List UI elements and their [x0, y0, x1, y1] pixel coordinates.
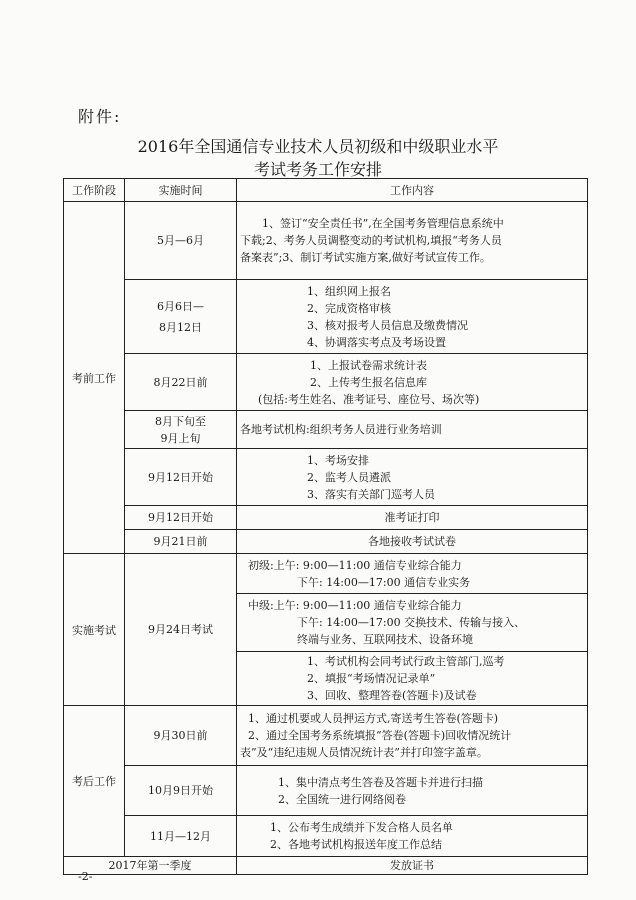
- time-cell: 9月21日前: [125, 530, 237, 554]
- annex-label: 附件:: [78, 107, 122, 126]
- content-line: 1、考试机构会同考试行政主管部门,巡考: [307, 655, 505, 668]
- content-cell: [237, 411, 588, 449]
- stage-cell-pre: 考前工作: [64, 202, 125, 554]
- header-stage: 工作阶段: [64, 179, 125, 202]
- content-line: 2、填报“考场情况记录单”: [307, 672, 436, 685]
- content-line: 1、组织网上报名: [307, 284, 391, 298]
- table-row: [64, 554, 588, 594]
- time-cell: 10月9日开始: [125, 766, 237, 816]
- content-line: 2、监考人员遴派: [307, 470, 391, 484]
- document-title: 2016年全国通信专业技术人员初级和中级职业水平: [137, 137, 499, 156]
- table-row: [64, 280, 588, 354]
- content-line: 1、公布考生成绩并下发合格人员名单: [270, 821, 453, 834]
- time-cell: 9月12日开始: [125, 449, 237, 506]
- header-content: 工作内容: [237, 179, 588, 202]
- content-line: 表”及“违纪违规人员情况统计表”并打印签字盖章。: [240, 746, 488, 759]
- document-subtitle: 考试考务工作安排: [253, 160, 382, 179]
- time-cell: 9月30日前: [125, 706, 237, 766]
- time-line: 6月6日—: [157, 299, 204, 313]
- content-cell: 各地接收考试试卷: [237, 530, 588, 554]
- page-number: -2-: [78, 870, 93, 883]
- content-line: 3、回收、整理答卷(答题卡)及试卷: [307, 689, 477, 702]
- table-row: [64, 857, 588, 875]
- time-cell: [125, 280, 237, 354]
- time-line: 8月12日: [159, 320, 202, 334]
- content-line: 各地考试机构:组织考务人员进行业务培训: [240, 423, 442, 436]
- content-line: 中级:上午: 9:00—11:00 通信专业综合能力: [248, 599, 462, 612]
- header-time: 实施时间: [125, 179, 237, 202]
- time-cell: 5月—6月: [125, 202, 237, 280]
- content-cell: [237, 554, 588, 594]
- content-cell: 准考证打印: [237, 506, 588, 530]
- time-line: 8月下旬至: [155, 414, 206, 428]
- table-row: [64, 202, 588, 280]
- content-line: (包括:考生姓名、准考证号、座位号、场次等): [258, 392, 480, 406]
- content-line: 初级:上午: 9:00—11:00 通信专业综合能力: [248, 558, 462, 572]
- content-line: 4、协调落实考点及考场设置: [307, 335, 446, 349]
- content-line: 2、通过全国考务系统填报“答卷(答题卡)回收情况统计: [248, 729, 512, 742]
- content-cell: [237, 202, 588, 280]
- stage-cell-post: 考后工作: [64, 706, 125, 857]
- time-cell: 8月22日前: [125, 354, 237, 411]
- time-cell: 11月—12月: [125, 816, 237, 857]
- content-cell: [237, 766, 588, 816]
- content-line: 终端与业务、互联网技术、设备环境: [297, 633, 473, 646]
- content-line: 1、集中清点考生答卷及答题卡并进行扫描: [278, 775, 483, 789]
- table-row: [64, 506, 588, 530]
- content-cell: 发放证书: [237, 857, 588, 875]
- table-row: [64, 354, 588, 411]
- content-cell: [237, 594, 588, 652]
- content-cell: [237, 354, 588, 411]
- content-line: 下午: 14:00—17:00 通信专业实务: [297, 575, 471, 589]
- content-cell: [237, 280, 588, 354]
- stage-cell-exam: 实施考试: [64, 554, 125, 706]
- table-row: [64, 766, 588, 816]
- time-line: 9月上旬: [160, 431, 201, 445]
- content-line: 1、签订“安全责任书”,在全国考务管理信息系统中: [262, 217, 504, 230]
- table-row: [64, 411, 588, 449]
- content-line: 2、各地考试机构报送年度工作总结: [270, 838, 442, 851]
- table-row: [64, 816, 588, 857]
- time-cell: [125, 411, 237, 449]
- content-line: 1、上报试卷需求统计表: [310, 358, 427, 372]
- content-line: 3、核对报考人员信息及缴费情况: [307, 318, 468, 332]
- schedule-table: [63, 178, 588, 875]
- content-cell: [237, 816, 588, 857]
- table-row: [64, 530, 588, 554]
- content-line: 3、落实有关部门巡考人员: [307, 487, 435, 501]
- content-line: 2、全国统一进行网络阅卷: [278, 792, 406, 806]
- table-row: [64, 449, 588, 506]
- header-row: [64, 179, 588, 202]
- content-line: 1、通过机要或人员押运方式,寄送考生答卷(答题卡): [248, 712, 499, 725]
- content-line: 2、完成资格审核: [307, 301, 391, 315]
- content-cell: [237, 706, 588, 766]
- content-line: 1、考场安排: [307, 453, 369, 467]
- content-cell: [237, 652, 588, 706]
- content-line: 备案表”;3、制订考试实施方案,做好考试宣传工作。: [240, 251, 491, 264]
- time-cell: 9月24日考试: [125, 554, 237, 706]
- content-line: 2、上传考生报名信息库: [310, 375, 427, 389]
- time-cell: 2017年第一季度: [64, 857, 237, 875]
- content-cell: [237, 449, 588, 506]
- table-row: [64, 706, 588, 766]
- time-cell: 9月12日开始: [125, 506, 237, 530]
- content-line: 下午: 14:00—17:00 交换技术、传输与接入、: [297, 616, 526, 629]
- content-line: 下载;2、考务人员调整变动的考试机构,填报“考务人员: [240, 234, 502, 247]
